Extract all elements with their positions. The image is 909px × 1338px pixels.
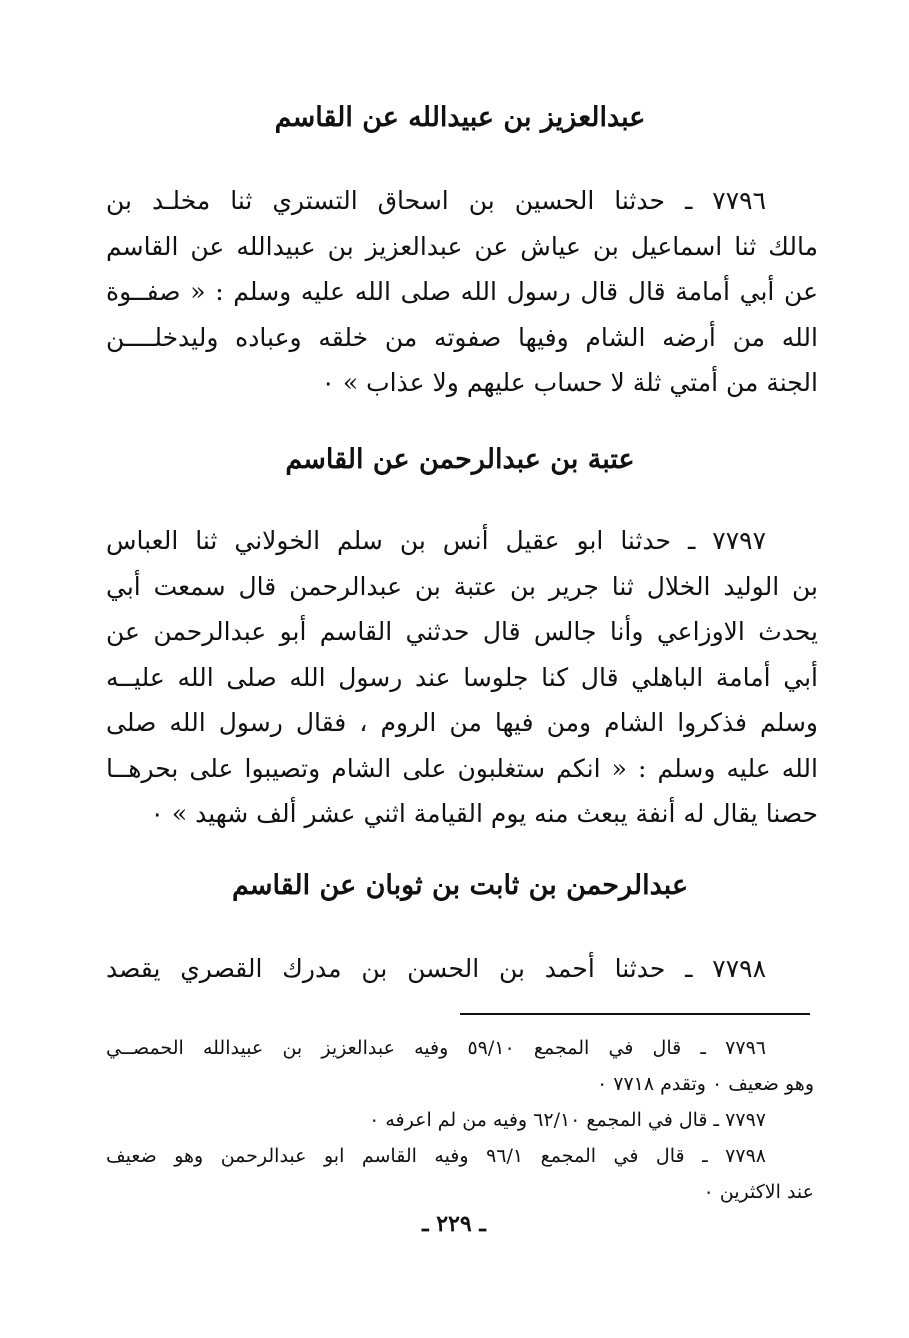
hadith-line: بن الوليد الخلال ثنا جرير بن عتبة بن عبدالرحمن قال سمعت أبي — [106, 571, 818, 601]
hadith-line: ٧٧٩٨ ـ حدثنا أحمد بن الحسن بن مدرك القصري يقصد — [106, 954, 766, 983]
footnote-line: وهو ضعيف ٠ وتقدم ٧٧١٨ ٠ — [597, 1073, 814, 1095]
page-number: ـ ٢٢٩ ـ — [422, 1211, 486, 1237]
hadith-line: مالك ثنا اسماعيل بن عياش عن عبدالعزيز بن عبيدالله عن القاسم — [106, 231, 818, 261]
hadith-line: الله من أرضه الشام وفيها صفوته من خلقه وعباده وليدخلــــن — [106, 322, 818, 352]
hadith-line: يحدث الاوزاعي وأنا جالس قال حدثني القاسم أبو عبدالرحمن عن — [106, 617, 818, 646]
footnote-line: ٧٧٩٧ ـ قال في المجمع ٦٢/١٠ وفيه من لم اعرفه ٠ — [369, 1109, 766, 1131]
hadith-line: الله عليه وسلم : « انكم ستغلبون على الشام وتصيبوا على بحرهــا — [106, 753, 818, 783]
hadith-7797 — [106, 518, 818, 837]
hadith-line: عن أبي أمامة قال قال رسول الله صلى الله عليه وسلم : « صفــوة — [106, 277, 818, 306]
footnote-line: ٧٧٩٦ ـ قال في المجمع ٥٩/١٠ وفيه عبدالعزيز بن عبيدالله الحمصــي — [106, 1037, 766, 1059]
hadith-7796 — [106, 178, 818, 406]
hadith-7798 — [106, 946, 818, 992]
section-heading-abdulrahman: عبدالرحمن بن ثابت بن ثوبان عن القاسم — [231, 870, 689, 901]
hadith-line: ٧٧٩٦ ـ حدثنا الحسين بن اسحاق التستري ثنا مخلـد بن — [106, 186, 766, 215]
footnotes — [106, 1030, 814, 1210]
hadith-line: ٧٧٩٧ ـ حدثنا ابو عقيل أنس بن سلم الخولاني ثنا العباس — [106, 526, 766, 555]
footnote-divider — [460, 1013, 810, 1015]
hadith-line: أبي أمامة الباهلي قال كنا جلوسا عند رسول الله صلى الله عليــه — [106, 662, 818, 692]
hadith-line: الجنة من أمتي ثلة لا حساب عليهم ولا عذاب » ٠ — [321, 368, 818, 397]
section-heading-abdulaziz: عبدالعزيز بن عبيدالله عن القاسم — [274, 102, 646, 133]
section-heading-utbah: عتبة بن عبدالرحمن عن القاسم — [285, 444, 635, 475]
footnote-line: عند الاكثرين ٠ — [703, 1181, 814, 1203]
footnote-line: ٧٧٩٨ ـ قال في المجمع ٩٦/١ وفيه القاسم ابو عبدالرحمن وهو ضعيف — [106, 1145, 766, 1167]
hadith-line: حصنا يقال له أنفة يبعث منه يوم القيامة اثني عشر ألف شهيد » ٠ — [150, 799, 818, 828]
hadith-line: وسلم فذكروا الشام ومن فيها من الروم ، فقال رسول الله صلى — [106, 708, 818, 737]
